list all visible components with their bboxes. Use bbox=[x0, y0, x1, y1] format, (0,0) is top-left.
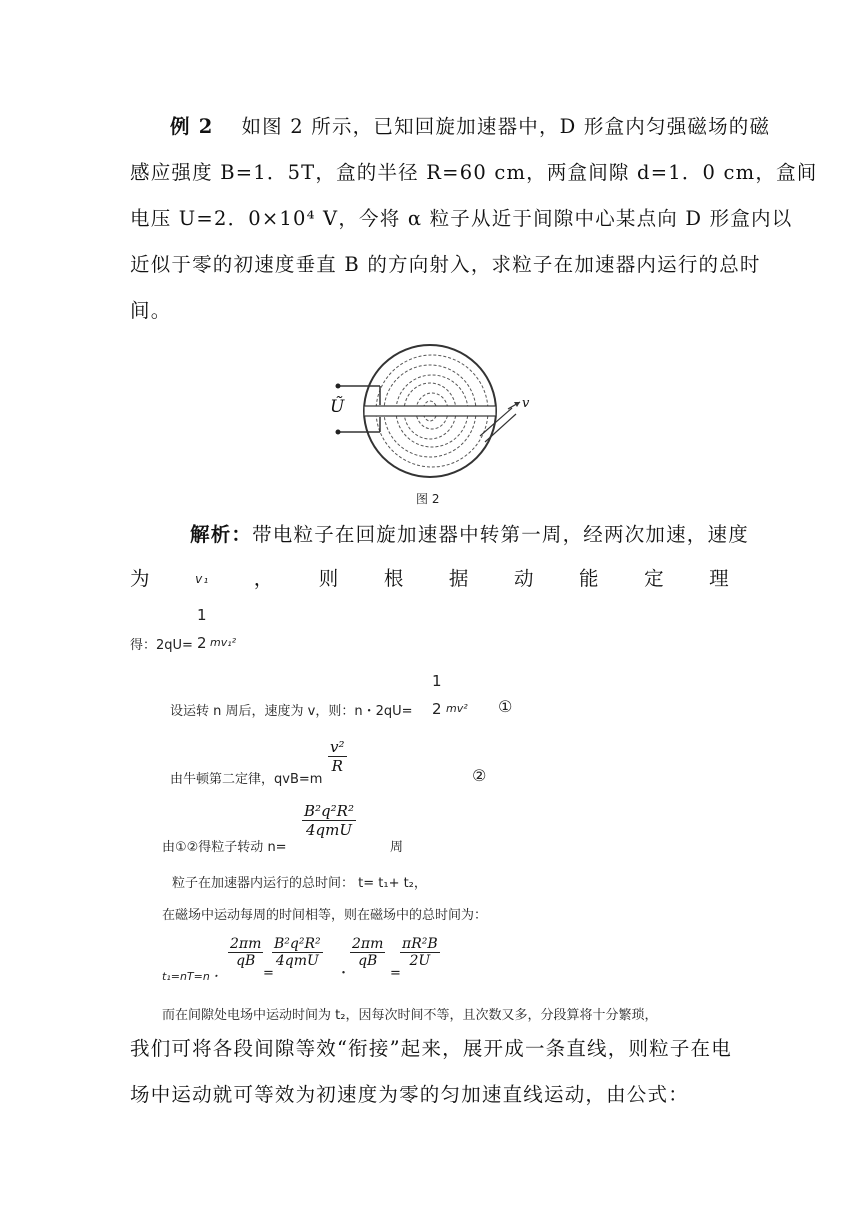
equation-7-fraction-2: B²q²R² 4qmU bbox=[274, 936, 321, 969]
velocity-label: v bbox=[522, 396, 530, 411]
equation-2-marker: ① bbox=[498, 697, 513, 716]
cyclotron-figure bbox=[320, 336, 550, 486]
equation-7-prefix: t₁=nT=n・ bbox=[162, 970, 221, 983]
equation-2: 设运转 n 周后，速度为 v，则：n・2qU= bbox=[170, 704, 413, 719]
equation-7-dot: ・ bbox=[337, 966, 351, 981]
equation-6: 在磁场中运动每周的时间相等，则在磁场中的总时间为： bbox=[162, 908, 488, 923]
solution-line-a: 我们可将各段间隙等效“衔接”起来，展开成一条直线，则粒子在电 bbox=[130, 1037, 732, 1060]
equation-8: 而在间隙处电场中运动时间为 t₂，因每次时间不等，且次数又多，分段算将十分繁琐， bbox=[162, 1008, 658, 1023]
problem-line-3: 电压 U=2．0×10⁴ V，今将 α 粒子从近于间隙中心某点向 D 形盒内以 bbox=[130, 207, 793, 230]
solution-label: 解析： bbox=[190, 523, 253, 546]
solution-line-b: 场中运动就可等效为初速度为零的匀加速直线运动，由公式： bbox=[130, 1083, 689, 1106]
problem-paragraph bbox=[130, 104, 818, 334]
equation-7-fraction-3: $\frac{2\pi m}{qB}$ bbox=[352, 936, 384, 969]
equation-4-fraction: B²q²R² 4qmU bbox=[304, 802, 354, 839]
solution-line-1: 解析：带电粒子在回旋加速器中转第一周，经两次加速，速度 bbox=[190, 523, 749, 546]
equation-3: 由牛顿第二定律，qvB=m bbox=[170, 772, 323, 787]
problem-line-5: 间。 bbox=[130, 299, 172, 322]
equation-7-fraction-1: $\frac{2\pi m}{qB}$ bbox=[230, 936, 262, 969]
equation-3-marker: ② bbox=[472, 766, 487, 785]
figure-caption: 图 2 bbox=[416, 492, 440, 506]
equation-1-fraction: 1 2 bbox=[197, 606, 207, 652]
problem-line-1: 例 2 如图 2 所示，已知回旋加速器中，D 形盒内匀强磁场的磁 bbox=[170, 115, 771, 138]
equation-7-fraction-4: $\frac{\text{πR²B}}{2U}$ bbox=[402, 936, 438, 969]
equation-7-equals-1: = bbox=[263, 966, 274, 981]
voltage-label: Ũ bbox=[330, 397, 345, 417]
example-label: 例 2 bbox=[170, 115, 214, 138]
equation-4-suffix: 周 bbox=[390, 840, 404, 855]
equation-3-fraction: $\frac{\text{v²}}{R}$ bbox=[330, 738, 345, 775]
problem-line-2: 感应强度 B=1．5T，盒的半径 R=60 cm，两盒间隙 d=1．0 cm，盒间 bbox=[130, 161, 818, 184]
equation-1-suffix: mv₁² bbox=[210, 636, 237, 649]
solution-line-2: 为 v₁ ， 则 根 据 动 能 定 理 bbox=[130, 567, 730, 590]
equation-5: 粒子在加速器内运行的总时间： t= t₁+ t₂， bbox=[172, 876, 427, 891]
equation-2-suffix: mv² bbox=[446, 702, 468, 715]
equation-1: 得：2qU= bbox=[130, 638, 193, 653]
problem-line-4: 近似于零的初速度垂直 B 的方向射入，求粒子在加速器内运行的总时 bbox=[130, 253, 761, 276]
equation-7-equals-2: = bbox=[390, 966, 401, 981]
equation-2-fraction: 1 2 bbox=[432, 672, 442, 718]
equation-4: 由①②得粒子转动 n= bbox=[162, 840, 287, 855]
